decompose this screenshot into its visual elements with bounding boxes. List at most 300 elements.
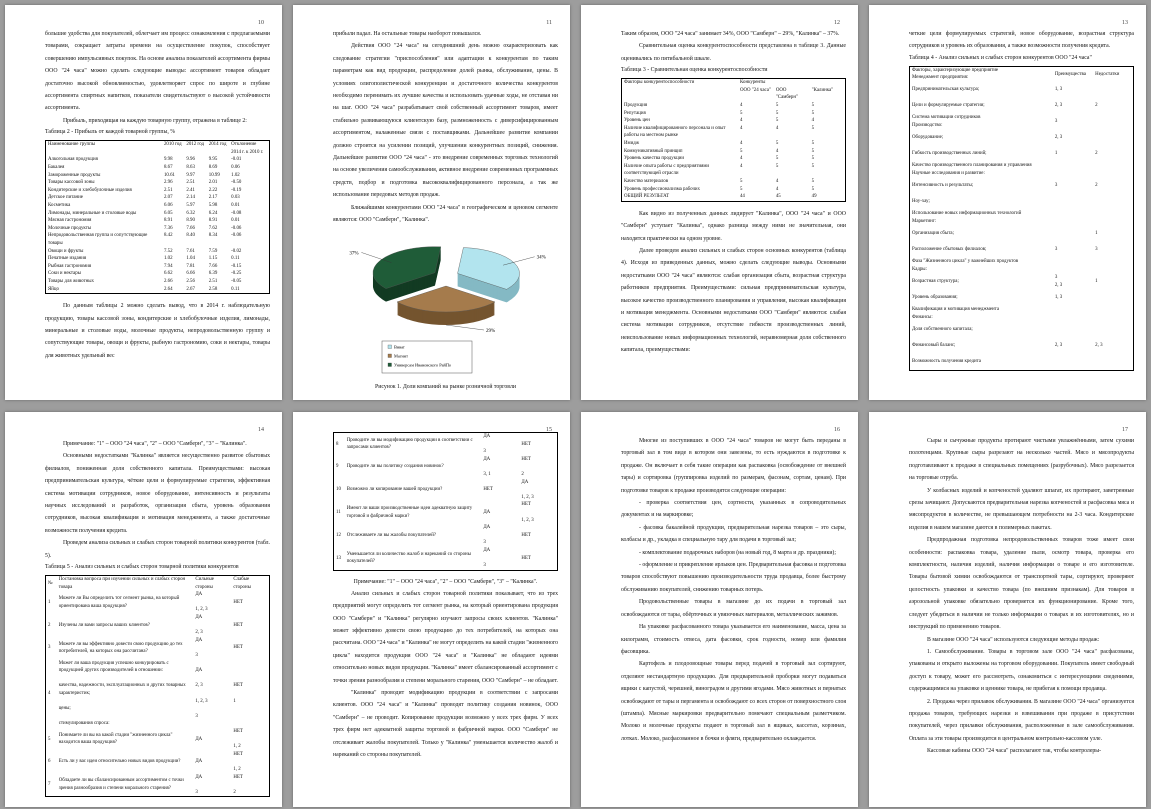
figure-caption: Рисунок 1. Доли компаний на рынке розничной торговли bbox=[375, 383, 516, 390]
table-cell: Расположение сбытовых филиалов; bbox=[912, 247, 987, 253]
paragraph: четкие цели формулируемых стратегий, новое оборудование, возрастная структура сотрудников и уровень их образования, а также возможности получения кредита. bbox=[909, 31, 1134, 50]
table-cell: 8 bbox=[336, 441, 339, 447]
table-cell: 8.63 bbox=[186, 165, 195, 171]
table-caption: Таблица 4 - Анализ сильных и слабых сторон конкурентов ООО "24 часа" bbox=[909, 54, 1092, 61]
paragraph: В магазине ООО "24 часа" используются следующие методы продаж: bbox=[927, 636, 1100, 643]
table-cell bbox=[1093, 130, 1133, 146]
table-cell: 8.34 bbox=[208, 233, 218, 239]
table-row bbox=[46, 263, 270, 271]
table-cell: 7.61 bbox=[186, 248, 195, 254]
table-row bbox=[910, 82, 1134, 98]
table-row bbox=[910, 290, 1134, 306]
table-row bbox=[46, 614, 270, 637]
table-cell: 8.91 bbox=[208, 218, 218, 224]
table-cell: ДА bbox=[195, 759, 203, 765]
page-15[interactable] bbox=[293, 412, 570, 807]
paragraph: У колбасных изделий и копченостей удаляют шпагат, их протирают, заветренные срезы зачищают. Допускаются предварительная нарезка копченостей и расфасовка мяса и мясопродуктов в количестве, не превышающем потребности на 2-3 часа. Кондитерские изделия в нашем магазине даются в полимерных пакетах. bbox=[909, 487, 1134, 531]
paragraph: Сравнительная оценка конкурентоспособности представлена в таблице 3. Данные оценивались по пятибальной шкале. bbox=[621, 43, 846, 62]
page-14[interactable] bbox=[5, 412, 282, 807]
table-cell: 4 bbox=[811, 118, 815, 124]
table-cell: 2.17 bbox=[208, 195, 218, 201]
table-row bbox=[46, 225, 270, 233]
page-content bbox=[621, 28, 846, 357]
table-cell: 4 bbox=[739, 163, 743, 169]
table-row bbox=[622, 125, 846, 140]
table-cell bbox=[1093, 82, 1133, 98]
table-cell: 3 bbox=[48, 645, 51, 651]
table-cell bbox=[1093, 162, 1133, 178]
table-cell: 2.66 bbox=[163, 278, 173, 284]
paragraph: Далее проведем анализ сильных и слабых сторон основных конкурентов (таблица 4). Исходя из приведенных данных, можно сделать следующие выводы. Основными недостатками ООО "24 часа" являются: слабая организация сбыта, возрастная структура работников предприятия. Преимуществами: сильная предпринимательская культура, высокое качество производственного планирования и управления, высокая квалификация и мотивация менеджмента. Основными недостатками ООО "Самберн" являются: слабая система мотивации сотрудников, отсутствие гибкости производственных линий, неиспользование новых информационных технологий, неравномерная доля собственного капитала, преимуществами: bbox=[621, 247, 846, 354]
table-cell: Косметика bbox=[48, 203, 71, 208]
table-cell bbox=[1093, 322, 1133, 338]
table-row bbox=[46, 217, 270, 225]
paragraph: На упаковке расфасованного товара указывается его наименование, масса, цена за килограмм, стоимость отвеса, дата фасовки, срок годности, номер или фамилия фасовщика. bbox=[621, 624, 846, 655]
paragraph: - проверка соответствия цен, сортности, указанных в сопроводительных документах и на маркировке; bbox=[621, 500, 846, 519]
table-row bbox=[46, 751, 270, 774]
table-cell bbox=[1053, 226, 1093, 242]
page-17[interactable] bbox=[869, 412, 1146, 807]
table-row bbox=[910, 194, 1134, 210]
table-cell: 2, 3 bbox=[1054, 343, 1063, 349]
header-cell: Отклонение 2014 г. к 2010 г. bbox=[231, 142, 264, 155]
table-cell: НЕТ bbox=[233, 599, 243, 605]
table-row bbox=[334, 433, 558, 456]
table-cell: ДА 3, 1 bbox=[483, 456, 491, 477]
table-cell: -0.19 bbox=[231, 187, 242, 193]
table-cell: 2, 3 bbox=[1054, 103, 1063, 109]
table-row bbox=[622, 102, 846, 110]
table-cell: НЕТ 1, 2 bbox=[233, 728, 243, 750]
table-cell: 8.40 bbox=[186, 233, 195, 239]
paragraph: Действия ООО "24 часа" на сегодняшний день можно охарактеризовать как следование стратегии "приспособления" или адаптации к конкурентам по таким параметрам как вид продукции, распределение долей рынка, обслуживание, цены. В условиях олигополистической конкуренции и достаточного количества конкурентов необходимо перенимать их лучшие качества и использовать удачные ходы, не отставая ни на шаг. ООО "24 часа" разрабатывает свой собственный ассортимент товаров, имеет стабильно развивающуюся клиентскую базу, размноженность с диверсифицированным ассортиментом, налаженные связи с поставщиками. Дальнейшее развитие компании должно строится на усилении позиций, улучшении конкурентных позиций, снижения. Дальнейшее развитие ООО "24 часа" - это внедрение современных торговых технологий на основе увеличения самообслуживания, активное внедрение современных программных средств, подбор и подготовка высококвалифицированного персонала, а так же использование передовых методов продаж. bbox=[333, 43, 558, 199]
table-cell: 5 bbox=[775, 118, 779, 124]
page-number: 12 bbox=[834, 20, 840, 26]
table-cell: 4 bbox=[775, 178, 779, 184]
table-cell: 10 bbox=[336, 487, 341, 493]
table-cell: 3 bbox=[1054, 183, 1058, 189]
page-number: 16 bbox=[834, 427, 840, 433]
paragraph: Примечание: "1" – ООО "24 часа", "2" – ООО "Самберн", "3" – "Калинка". bbox=[63, 441, 247, 447]
table-row bbox=[334, 456, 558, 479]
table-cell: -0.05 bbox=[231, 278, 242, 284]
table-cell: ДА bbox=[195, 736, 203, 742]
table-cell bbox=[1053, 210, 1093, 226]
table-cell: Наличие опыта работы с предприятиями соответствующей отрасли bbox=[624, 163, 710, 177]
table-cell bbox=[1093, 306, 1133, 322]
table-cell bbox=[1053, 322, 1093, 338]
header-cell: Факторы конкурентоспособности bbox=[624, 80, 695, 86]
table-row bbox=[46, 164, 270, 172]
table-row bbox=[910, 114, 1134, 130]
table-cell: 1.04 bbox=[186, 256, 195, 262]
table-cell: НЕТ bbox=[233, 622, 243, 628]
table-cell bbox=[1093, 290, 1133, 306]
legend-swatch bbox=[388, 345, 392, 349]
table-header-row bbox=[910, 66, 1134, 82]
table-cell: Молочные продукты bbox=[48, 225, 92, 231]
table-cell: ДА 3 bbox=[195, 774, 203, 795]
table-cell: Возрастная структура; bbox=[912, 279, 959, 285]
table-row bbox=[334, 547, 558, 570]
table-cell: Возможно ли копирование вашей продукции? bbox=[346, 487, 443, 493]
table-cell: ОБЩИЙ РЕЗУЛЬТАТ bbox=[624, 194, 670, 200]
header-cell: ООО "Самберн" bbox=[775, 87, 798, 101]
table-cell: 7.36 bbox=[163, 225, 173, 231]
table-row bbox=[622, 193, 846, 201]
table-row bbox=[910, 178, 1134, 194]
table-row bbox=[46, 286, 270, 294]
table-cell: 1.02 bbox=[163, 256, 173, 262]
table-row bbox=[910, 146, 1134, 162]
table-row bbox=[910, 162, 1134, 178]
table-cell: 11 bbox=[336, 509, 341, 515]
table-cell: Имеют ли ваши производственные идеи адекватную защиту торговой и фабричной марки? bbox=[346, 506, 473, 519]
table-cell: Интенсивность и результаты; bbox=[912, 183, 974, 189]
table-cell: 3 bbox=[1054, 119, 1058, 125]
table-cell bbox=[1053, 194, 1093, 210]
table-cell: 7.52 bbox=[163, 248, 173, 254]
table-row bbox=[334, 524, 558, 547]
table-cell: 13 bbox=[336, 555, 341, 561]
table-cell: -0.06 bbox=[231, 233, 242, 239]
data-table bbox=[333, 432, 558, 571]
table-cell: -0.25 bbox=[231, 271, 242, 277]
table-row bbox=[910, 210, 1134, 226]
paragraph: Ближайшими конкурентами ООО "24 часа" в географическом и ценовом сегменте являются: ООО "Самберн", "Калинка". bbox=[333, 204, 558, 224]
table-cell: -0.01 bbox=[231, 157, 242, 163]
table-cell: 44 bbox=[739, 194, 745, 200]
table-cell: Имидж bbox=[624, 140, 640, 146]
table-cell: 5 bbox=[811, 125, 815, 131]
table-row bbox=[910, 354, 1134, 371]
table-cell: 5 bbox=[811, 103, 815, 108]
table-cell: Мясная гастрономия bbox=[48, 218, 92, 224]
table-cell: 2.01 bbox=[208, 180, 218, 186]
table-cell: 10.99 bbox=[208, 172, 220, 178]
header-cell: Наименование группы bbox=[48, 142, 96, 148]
table-cell: ДА 1, 2, 3 bbox=[195, 592, 208, 613]
pie-data-label: 29% bbox=[485, 328, 495, 334]
header-cell: Постановка вопроса при изучении сильных и слабых сторон товара bbox=[58, 577, 186, 590]
table-cell: Доля собственного капитала; bbox=[912, 327, 973, 333]
table-cell: Печатные издания bbox=[48, 256, 87, 262]
data-table bbox=[621, 78, 846, 202]
table-cell: 5 bbox=[775, 140, 779, 146]
table-cell: 5 bbox=[811, 156, 815, 162]
paragraph: - фасовка бакалейной продукции, предварительная нарезка товаров – это сыры, колбасы и др., укладка в специальную тару для подачи в торговый зал; bbox=[621, 524, 846, 544]
data-table bbox=[909, 66, 1134, 371]
table-cell: Товары для животных bbox=[48, 278, 94, 284]
header-cell: 2012 год bbox=[186, 142, 205, 148]
table-cell: 6.62 bbox=[163, 271, 173, 277]
table-row bbox=[622, 110, 846, 118]
paragraph: - оформление и прикрепление ярлыков цен. Предварительная фасовка и подготовка товаров способствуют повышению производительности труда продавца, более быстрому обслуживанию покупателей, снижению товарных потерь. bbox=[621, 562, 846, 593]
table-cell: 6.06 bbox=[163, 203, 173, 208]
table-cell: 5 bbox=[811, 148, 815, 154]
table-cell: ДА 3 bbox=[483, 525, 491, 546]
table-row bbox=[46, 774, 270, 797]
table-cell: ДА 1, 2, 3 bbox=[521, 479, 534, 500]
data-table bbox=[45, 140, 270, 294]
table-cell: 6.05 bbox=[163, 210, 173, 216]
paragraph: Предпродажная подготовка непродовольственных товаров тоже имеет свои особенности: распаковка товара, удаление пыли, осмотр товара, проверка его комплектности, наличия изделий, наличия информации о товаре и его изготовителе. Товары бытовой химии освобождаются от транспортной тары, сортируют, проверяют целостность упаковки и качество товара (по внешним признакам). Для товаров в аэрозольной упаковке обязательно проверяется их функционирование. Кроме того, следует убедиться в наличии не только информации о товарах и их изготовителях, но и инструкций по применению товаров. bbox=[909, 537, 1134, 631]
table-row bbox=[46, 591, 270, 614]
header-cell: "Калинка" bbox=[811, 87, 834, 93]
table-cell bbox=[1093, 258, 1133, 274]
table-cell: 9.98 bbox=[163, 157, 173, 163]
table-row bbox=[910, 226, 1134, 242]
table-row bbox=[622, 155, 846, 163]
table-cell: Коммуникативный принцип bbox=[624, 148, 683, 154]
table-cell bbox=[1093, 210, 1133, 226]
table-cell: Наличие квалифицированного персонала и опыт работы на местном рынке bbox=[624, 125, 726, 139]
legend-entry: Универсам Ивановского РайПо bbox=[393, 362, 451, 367]
table-cell: 6.66 bbox=[186, 271, 195, 277]
table-cell: 1.02 bbox=[231, 172, 240, 178]
table-cell: НЕТ bbox=[521, 532, 531, 538]
legend-swatch bbox=[388, 354, 392, 358]
table-row bbox=[622, 186, 846, 194]
table-cell: Алкогольная продукция bbox=[48, 157, 98, 163]
table-cell: Непродовольственная группа и сопутствующие товары bbox=[48, 233, 148, 246]
paragraph: Картофель и плодоовощные товары перед подачей в торговый зал сортируют, отделяют нестандартную продукцию. Для предварительной проборки могут подаваться ящики с капустой, черешней, виноградом и другими ягодами. Мясо животных и пернатых освобождают от тары и пергамента и освобождают со всех сторон от поверхностного слоя (штампа). Мясные маркировки предварительно помечают специальным разметчиком. Молоко и молочные продукты подают в торговый зал в ящиках, кассетах, корзинах, лотках. Молоко, расфасованное в бочки и фляги, предварительно охлаждается. bbox=[621, 661, 846, 742]
table-cell: НЕТ 1 bbox=[233, 683, 243, 704]
header-cell: № bbox=[48, 580, 53, 586]
table-row bbox=[46, 270, 270, 278]
table-cell: 4 bbox=[775, 148, 779, 154]
table-row bbox=[46, 156, 270, 164]
table-cell: 12 bbox=[336, 532, 341, 538]
table-row bbox=[910, 338, 1134, 354]
table-cell: 5 bbox=[48, 736, 51, 742]
table-cell: 5 bbox=[739, 178, 743, 184]
table-cell: 7.81 bbox=[186, 263, 195, 269]
table-cell bbox=[1093, 114, 1133, 130]
table-cell: 8.67 bbox=[163, 165, 173, 171]
table-cell: 4 bbox=[739, 125, 743, 131]
paragraph: По данным таблицы 2 можно сделать вывод, что в 2014 г. наблюдательную продукцию, товары кассовой зоны, кондитерские и хлебобулочные изделия, лимонады, минеральные и столовые воды, молочные продукты, непродовольственную группу и сопутствующие товары, овощи и фрукты, рыбную гастрономию, соки и нектары, товары для животных удельный вес bbox=[45, 303, 270, 359]
table-cell: НЕТ 2 bbox=[233, 774, 243, 795]
table-cell: Фаза "Жизненного цикла" у важнейших продуктов Кадры: bbox=[912, 259, 1019, 272]
table-cell: 5 bbox=[811, 110, 815, 116]
table-cell: 9.95 bbox=[208, 157, 218, 163]
table-cell: НЕТ bbox=[521, 441, 531, 447]
table-cell: 2 bbox=[1095, 151, 1098, 157]
table-cell: 2.56 bbox=[186, 278, 195, 284]
paragraph: 2. Продажа через прилавок обслуживания. В магазине ООО "24 часа" организуется продажа товаров, требующих нарезки и взвешивания при продаже в присутствии покупателей, через прилавки обслуживания, расположенные в зале самообслуживания. Оплата за эти товары производится в центральном контрольно-кассовом узле. bbox=[909, 698, 1134, 742]
table-cell: -0.08 bbox=[231, 210, 242, 216]
table-cell: Репутация bbox=[624, 110, 646, 116]
paragraph: Анализ сильных и слабых сторон товарной политики показывает, что из трех предприятий могут определить тот сегмент рынка, на который ориентирована продукция ООО "Самберн" и "Калинка" регулярно изучают запросы своих клиентов. "Калинка" может эффективно довести свою продукцию до тех потребителей, на которых она рассчитана. ООО "24 часа" и "Калинка" не могут определить на какой стадии "жизненного цикла" находится продукция ООО "24 часа" и "Калинка" не обладают идеями относительно новых видов продукции. "Калинка" имеет сбалансированный ассортимент с точки зрения разнообразия и степени морального старения, ООО "Самберн" – не обладает. bbox=[333, 590, 558, 684]
page-11[interactable] bbox=[293, 5, 570, 400]
table-cell: Кондитерские и хлебобулочные изделия bbox=[48, 187, 132, 193]
table-cell: 4 bbox=[739, 156, 743, 162]
table-cell: 0.11 bbox=[231, 286, 240, 292]
table-cell: 1, 3 bbox=[1054, 295, 1063, 301]
page-number: 15 bbox=[546, 427, 552, 433]
table-cell: НЕТ bbox=[233, 645, 243, 651]
page-content bbox=[621, 435, 846, 745]
table-row bbox=[46, 194, 270, 202]
table-row bbox=[910, 306, 1134, 322]
market-share-pie-chart bbox=[346, 231, 546, 376]
table-cell: 1, 3 bbox=[1054, 87, 1063, 93]
table-cell: Предпринимательская культура; bbox=[912, 87, 980, 93]
paragraph: 1. Самообслуживание. Товары в торговом зале ООО "24 часа" расфасованы, упакованы и открыто выложены на торговом оборудовании. Покупатель имеет свободный доступ к товару, может его рассмотреть, ознакомиться с интересующими сведениями, содержащимися на упаковке и ценнике товара, не прибегая к помощи продавца. bbox=[909, 648, 1134, 693]
table-cell: ДА 2, 3 1, 2, 3 3 bbox=[195, 668, 208, 719]
table-cell: Качество производственного планирования и управления Научные исследования и развитие: bbox=[912, 163, 1032, 176]
table-cell: 2.14 bbox=[186, 195, 195, 201]
table-cell: Изучены ли вами запросы ваших клиентов? bbox=[58, 622, 150, 628]
table-row bbox=[46, 255, 270, 263]
table-cell: 0.01 bbox=[231, 203, 240, 208]
page-12[interactable] bbox=[581, 5, 858, 400]
table-row bbox=[622, 140, 846, 148]
table-cell: ДА 3 bbox=[195, 637, 203, 658]
table-cell: 9.96 bbox=[186, 157, 195, 163]
paragraph: Сыры и сычужные продукты протирают чистыми увлажнёнными, затем сухими полотенцами. Крупные сыры разрезают на несколько частей. Мясо и мясопродукты подготавливают к продаже в специальных помещениях (разрубочных). Мясо разрезается на торговые отруба. bbox=[909, 438, 1134, 482]
table-cell: 5 bbox=[811, 140, 815, 146]
table-cell: 1 bbox=[1054, 151, 1058, 157]
table-cell: 7.66 bbox=[208, 263, 218, 269]
table-row bbox=[46, 660, 270, 728]
table-cell: 1 bbox=[1095, 279, 1098, 285]
table-cell: 5 bbox=[811, 178, 815, 184]
table-cell: 6.32 bbox=[186, 210, 195, 216]
table-cell: Уровень цен bbox=[624, 118, 650, 124]
table-cell: 5 bbox=[775, 103, 779, 108]
table-row bbox=[910, 98, 1134, 114]
page-content bbox=[333, 430, 558, 761]
table-cell: 2.51 bbox=[208, 278, 218, 284]
table-row bbox=[910, 258, 1134, 274]
table-cell: Уменьшается ли количество жалоб и нареканий со стороны покупателей? bbox=[346, 551, 471, 565]
header-cell: 2014 год bbox=[208, 142, 227, 148]
table-row bbox=[622, 163, 846, 178]
table-cell: 2.22 bbox=[208, 187, 218, 193]
table-row bbox=[46, 179, 270, 187]
table-cell: ДА 3 bbox=[483, 547, 491, 569]
table-cell: 8.69 bbox=[208, 165, 218, 171]
table-cell: 5.98 bbox=[208, 203, 218, 208]
table-cell: 1 bbox=[1095, 231, 1098, 237]
table-cell: -0.06 bbox=[231, 225, 242, 231]
table-cell: НЕТ 2 bbox=[521, 456, 531, 477]
table-cell: 7.62 bbox=[208, 225, 218, 231]
table-cell: Проводите ли вы политику создания новинок? bbox=[346, 464, 444, 470]
header-cell: Конкуренты ООО "24 часа" bbox=[739, 80, 771, 93]
table-cell: 2 bbox=[1095, 183, 1098, 189]
table-cell: Гибкость производственных линий; bbox=[912, 151, 987, 157]
table-caption: Таблица 2 - Прибыль от каждой товарной группы, % bbox=[45, 129, 176, 136]
table-cell: 2.58 bbox=[208, 286, 218, 292]
table-cell: Финансовый баланс; bbox=[912, 343, 956, 349]
header-cell: 2010 год bbox=[163, 142, 182, 148]
table-row bbox=[46, 278, 270, 286]
table-cell: Продукция bbox=[624, 103, 648, 108]
table-row bbox=[46, 637, 270, 660]
table-cell: Оборудование; bbox=[912, 135, 944, 141]
table-cell: 6.39 bbox=[208, 271, 218, 277]
table-cell: Обладаете ли вы сбалансированным ассортиментом с точки зрения разнообразия и степени морального старения? bbox=[58, 778, 184, 791]
table-cell: 7 bbox=[48, 782, 51, 788]
paragraph: большие удобства для покупателей, облегчает им процесс ознакомления с предлагаемыми товарами, сокращает затраты времени на осуществление покупок, способствует совершению импульсивных покупок. На основе анализа показателей ассортимента фирмы ООО "24 часа" можно сделать следующие выводы: ассортимент товаров обладает достаточно высокой обновляемостью, удовлетворяет спрос по широте и глубине ассортимента спиртных напитков, показатели свидетельствуют о высокой устойчивости ассортимента. bbox=[45, 31, 270, 112]
table-cell bbox=[1093, 354, 1133, 371]
table-cell: Качество материалов bbox=[624, 178, 669, 184]
table-cell: 9 bbox=[336, 464, 339, 470]
table-cell: 2 bbox=[48, 622, 51, 628]
table-cell: 2.41 bbox=[186, 187, 195, 193]
table-cell: 7.59 bbox=[208, 248, 218, 254]
table-cell: Бакалея bbox=[48, 165, 65, 171]
page-13[interactable] bbox=[869, 5, 1146, 400]
table-cell: НЕТ 1, 2, 3 bbox=[521, 502, 534, 523]
data-table bbox=[45, 575, 270, 797]
table-cell bbox=[1093, 194, 1133, 210]
pie-data-label: 37% bbox=[348, 250, 359, 256]
table-cell: Соки и нектары bbox=[48, 271, 81, 277]
header-cell: Факторы, характеризующие предприятие Менеджмент предприятия: bbox=[912, 67, 999, 81]
table-cell: 5 bbox=[811, 186, 815, 192]
table-header-row bbox=[46, 576, 270, 592]
table-cell: Система мотивации сотрудников Производство: bbox=[912, 115, 981, 128]
page-number: 11 bbox=[546, 20, 552, 26]
table-cell: ДА 3 bbox=[483, 434, 491, 455]
table-cell: Уровень профессионализма рабочих bbox=[624, 186, 700, 192]
table-cell: НЕТ bbox=[521, 555, 531, 561]
page-16[interactable] bbox=[581, 412, 858, 807]
table-cell bbox=[1053, 306, 1093, 322]
table-cell: 4 bbox=[48, 690, 51, 696]
table-cell: НЕТ bbox=[483, 487, 493, 493]
table-cell bbox=[1053, 162, 1093, 178]
table-cell: 6 bbox=[48, 759, 51, 765]
paragraph: прибыли падал. На остальные товары наоборот повышался. bbox=[333, 31, 482, 37]
table-cell: 6.24 bbox=[208, 210, 218, 216]
header-cell: Слабые стороны bbox=[233, 577, 251, 590]
paragraph: Многие из поступивших в ООО "24 часа" товаров не могут быть переданы в торговый зал в том виде в котором они завезены, то есть нуждаются в подготовке к продаже. Он включает в себя такие операции как распаковка (освобождение от внешней тары) и сортировка (группировка изделий по размерам, фасонам, сортам, ценам). При подготовке товаров к продаже производятся следующие операции: bbox=[621, 438, 846, 494]
table-cell: -0.15 bbox=[231, 263, 242, 269]
paragraph: Продовольственные товары в магазине до их подачи в торговый зал освобождаются от тары, обёрточных и увязочных материалов, металлических зажимов. bbox=[621, 599, 846, 618]
table-cell: Проводите ли вы модификацию продукции в соответствии с запросами клиентов? bbox=[346, 437, 473, 451]
leader-line bbox=[446, 325, 484, 330]
figure-caption: Примечание: "1" – ООО "24 часа", "2" – ООО "Самберн", "3" – "Калинка". bbox=[353, 578, 538, 585]
table-cell: 4 bbox=[739, 103, 743, 108]
table-cell: 7.94 bbox=[163, 263, 173, 269]
table-row bbox=[334, 501, 558, 524]
table-cell: Использование новых информационных технологий Маркетинг: bbox=[912, 211, 1022, 224]
paragraph: Таким образом, ООО "24 часа" занимает 34%, ООО "Самберн" – 29%, "Калинка" – 37%. bbox=[621, 31, 840, 37]
table-cell: 10.61 bbox=[163, 172, 175, 178]
table-cell: 4 bbox=[775, 186, 779, 192]
table-cell: 5 bbox=[775, 163, 779, 169]
table-cell: 8.91 bbox=[163, 218, 173, 224]
page-content bbox=[909, 28, 1134, 377]
header-cell: Преимущества bbox=[1054, 71, 1086, 77]
page-10[interactable] bbox=[5, 5, 282, 400]
table-cell: 49 bbox=[811, 194, 817, 200]
table-cell: 2.51 bbox=[163, 187, 173, 193]
table-cell: Лимонады, минеральные и столовые воды bbox=[48, 210, 137, 216]
paragraph: Как видно из полученных данных лидирует "Калинка", ООО "24 часа" и ООО "Самберн" уступает "Калинка", однако разница между ними не значительная, они находятся практически на одном уровне. bbox=[621, 210, 846, 242]
legend-entry: Виват bbox=[393, 344, 405, 349]
table-cell: 2.64 bbox=[163, 286, 173, 292]
table-row bbox=[46, 232, 270, 247]
table-cell: 1.15 bbox=[208, 256, 218, 262]
paragraph: Прибыль, приходящая на каждую товарную группу, отражена в таблице 2: bbox=[63, 117, 247, 124]
table-row bbox=[910, 130, 1134, 146]
